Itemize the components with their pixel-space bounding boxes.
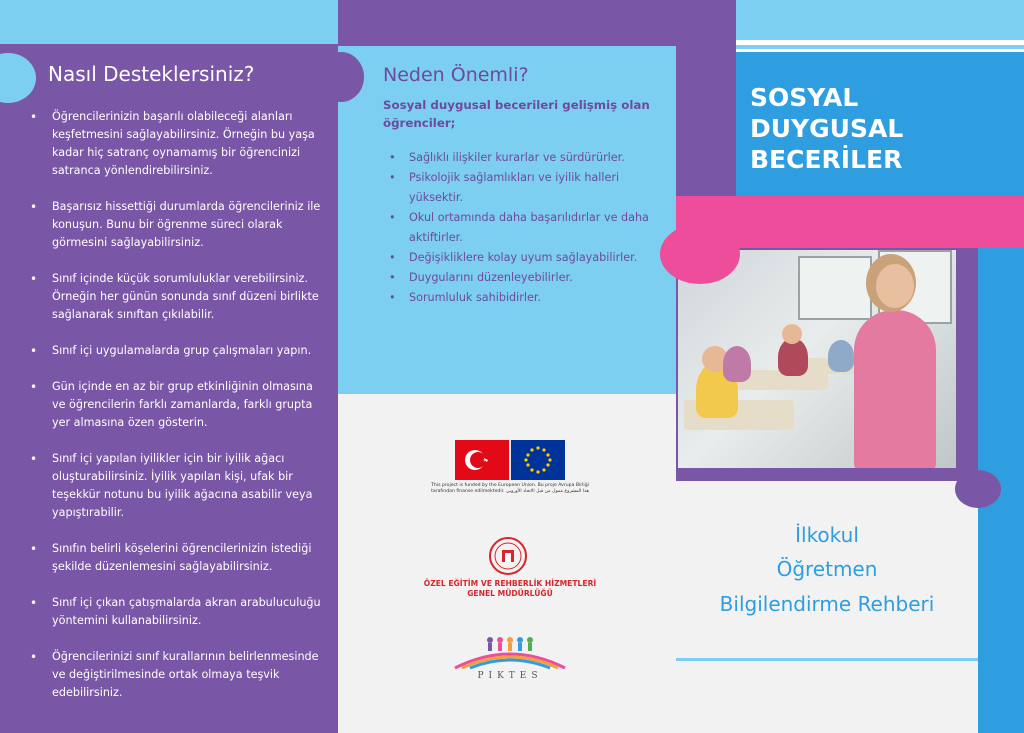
decorative-circle [318,52,364,102]
list-item: • Sorumluluk sahibidirler. [387,288,667,308]
panel-left-title: Nasıl Desteklersiniz? [48,62,255,86]
cover-title [750,82,1010,175]
list-item: • Psikolojik sağlamlıkları ve iyilik halleri yüksektir. [387,168,667,208]
cover-subtitle-line: İlkokul [795,523,859,547]
panel-right-divider [736,45,1024,49]
piktes-logo [450,632,570,672]
benefits-list [387,148,667,308]
eu-funding-note: This project is funded by the European Union. Bu proje Avrupa Birliği tarafından finanse edilmektedir. هذا المشروع ممول من قبل الاتحاد الأوروبي [431,483,589,494]
list-item: • Duygularını düzenleyebilirler. [387,268,667,288]
cover-title-line: BECERİLER [750,145,903,174]
piktes-wordmark: PIKTES [477,671,543,681]
list-item: • Sınıf içi çıkan çatışmalarda akran arabuluculuğu yöntemini kullanabilirsiniz. [28,594,328,630]
list-item: • Sınıf içinde küçük sorumluluklar verebilirsiniz. Örneğin her günün sonunda sınıf düzeni birlikte sağlanarak sınıftan çıkılabilir. [28,270,328,324]
cover-bottom-divider [676,658,978,661]
cover-subtitle-line: Bilgilendirme Rehberi [719,592,935,616]
panel-right-purple-strip [676,0,736,196]
institution-name: ÖZEL EĞİTİM VE REHBERLİK HİZMETLERİ GENEL MÜDÜRLÜĞÜ [423,579,597,598]
panel-left-top-band [0,0,338,44]
support-tips-list [28,108,328,702]
cover-subtitle-line: Öğretmen [776,557,878,581]
list-item: • Sınıf içi uygulamalarda grup çalışmaları yapın. [28,342,328,360]
panel-middle-top-band [338,0,676,46]
decorative-circle [660,224,740,284]
classroom-photo [678,250,956,468]
list-item: • Öğrencilerinizin başarılı olabileceği alanları keşfetmesini sağlayabilirsiniz. Örneğin bu yaşa kadar hiç satranç oynamamış bir öğrencinizi satranca yönlendirebilirsiniz. [28,108,328,180]
list-item: • Değişikliklere kolay uyum sağlayabilirler. [387,248,667,268]
panel-right-top-band [736,0,1024,40]
list-item: • Öğrencilerinizi sınıf kurallarının belirlenmesinde ve değiştirilmesinde ortak olmaya teşvik edebilirsiniz. [28,648,328,702]
decorative-circle [955,470,1001,508]
list-item: • Gün içinde en az bir grup etkinliğinin olmasına ve öğrencilerin farklı zamanlarda, farklı grupta yer almasına özen gösterin. [28,378,328,432]
eu-flag [511,440,565,480]
cover-title-line: DUYGUSAL [750,114,904,143]
cover-title-line: SOSYAL [750,83,859,112]
meb-seal-logo [488,536,528,576]
list-item: • Okul ortamında daha başarılıdırlar ve daha aktiftirler. [387,208,667,248]
panel-middle-title: Neden Önemli? [383,64,529,86]
list-item: • Başarısız hissettiği durumlarda öğrencileriniz ile konuşun. Bunu bir öğrenme süreci olarak görmesini sağlayabilirsiniz. [28,198,328,252]
turkey-eu-flags-logo [455,440,565,480]
list-item: • Sınıf içi yapılan iyilikler için bir iyilik ağacı oluşturabilirsiniz. İyilik yapılan kişi, ufak bir teşekkür notunu bu iyilik ağacına asabilir veya yapıştırabilir. [28,450,328,522]
list-item: • Sınıfın belirli köşelerini öğrencilerinizin istediği şekilde düzenlemesini sağlayabilirsiniz. [28,540,328,576]
list-item: • Sağlıklı ilişkiler kurarlar ve sürdürürler. [387,148,667,168]
panel-middle-subtitle: Sosyal duygusal becerileri gelişmiş olan öğrenciler; [383,98,650,130]
